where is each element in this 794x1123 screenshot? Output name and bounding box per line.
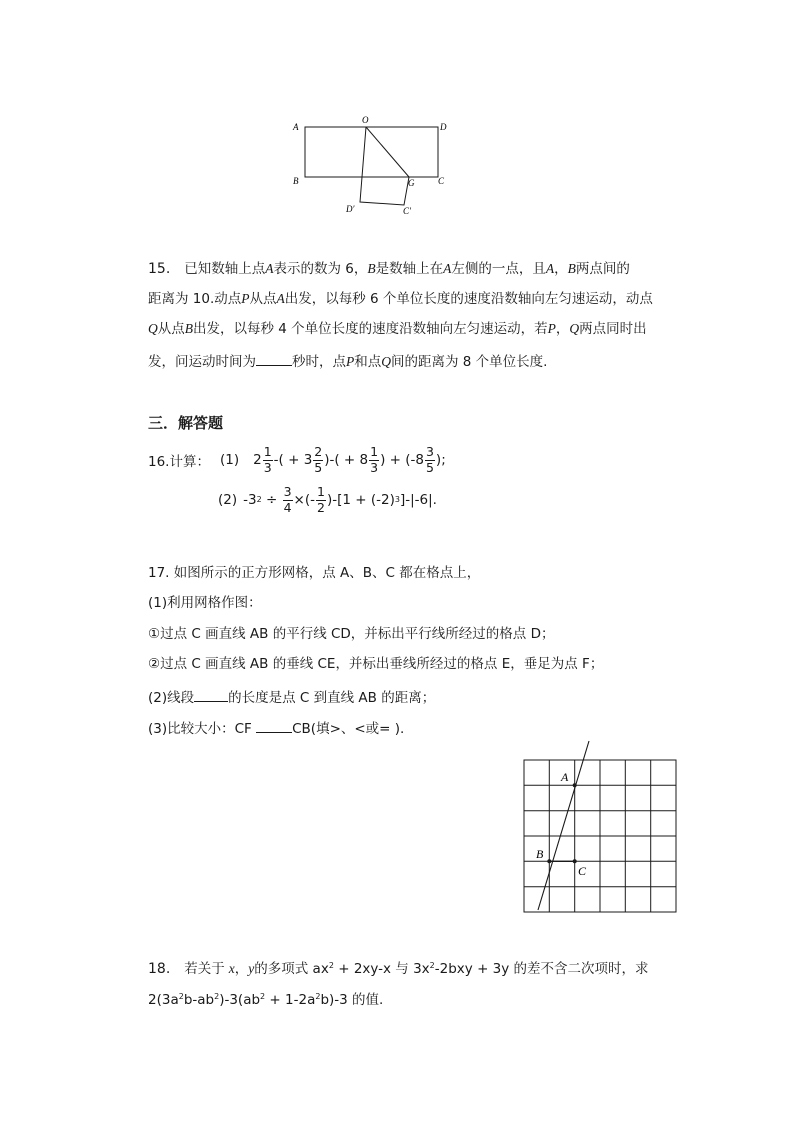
numerator: 1 — [263, 444, 272, 459]
answer-blank[interactable] — [194, 689, 228, 702]
text: 2(3a — [148, 992, 179, 1008]
answer-blank[interactable] — [256, 720, 292, 733]
folded-quadrilateral — [360, 127, 409, 205]
q18-line-1 — [148, 957, 649, 977]
text: 表示的数为 6， — [273, 261, 368, 277]
label-d-prime: D′ — [346, 204, 355, 214]
var-b: B — [567, 261, 576, 276]
label-c: C — [438, 176, 445, 186]
text: + 1-2a — [265, 992, 316, 1008]
text: 的长度是点 C 到直线 AB 的距离； — [228, 690, 436, 706]
var-a: A — [545, 261, 555, 276]
part-label: (2) — [218, 492, 238, 508]
text: 若关于 — [184, 961, 225, 977]
denominator: 3 — [370, 459, 379, 475]
text: 出发，以每秒 4 个单位长度的速度沿数轴向左匀速运动，若 — [193, 321, 548, 337]
label-d: D — [440, 122, 447, 132]
var-p: P — [547, 321, 556, 336]
text: ， — [234, 961, 249, 977]
var-p: P — [346, 354, 355, 369]
q15-line-1 — [148, 257, 630, 277]
math: )-( + 8 — [324, 452, 369, 468]
denominator: 5 — [314, 459, 323, 475]
math: 2 — [253, 452, 262, 468]
var-a: A — [276, 291, 285, 306]
label-b: B — [536, 847, 544, 861]
text: 已知数轴上点 — [184, 261, 266, 277]
math: ); — [435, 452, 446, 468]
fraction — [316, 486, 326, 514]
label-o: O — [362, 115, 369, 125]
math: ) + (-8 — [380, 452, 424, 468]
text: 距离为 10.动点 — [148, 291, 242, 307]
line-ab — [538, 741, 589, 910]
text: 左侧的一点，且 — [451, 261, 546, 277]
q18-line-2 — [148, 988, 383, 1008]
text: + 2xy-x 与 3x — [333, 961, 430, 977]
text: 是数轴上在 — [375, 261, 444, 277]
rectangle-abcd — [305, 127, 438, 177]
text: ， — [555, 321, 570, 337]
question-label: 16.计算： — [148, 454, 210, 470]
text: 秒时，点 — [292, 354, 346, 370]
square-grid-figure — [515, 736, 685, 916]
math: ]-|-6|. — [399, 492, 437, 508]
text: CB(填>、<或= ). — [292, 721, 405, 737]
text: b-ab — [183, 992, 215, 1008]
text: 从点 — [157, 321, 185, 337]
text: -2bxy + 3y 的差不含二次项时，求 — [434, 961, 649, 977]
label-a: A — [561, 770, 569, 784]
fraction — [369, 446, 379, 474]
math: -( + 3 — [273, 452, 313, 468]
q15-line-3 — [148, 317, 647, 337]
exponent: 2 — [328, 961, 334, 970]
q17-line-2: (1)利用网格作图： — [148, 595, 262, 611]
math: -3 — [243, 492, 257, 508]
text: (2)线段 — [148, 690, 195, 706]
numerator: 1 — [317, 484, 325, 499]
math: )-[1 + (-2) — [326, 492, 395, 508]
exponent: 2 — [178, 992, 184, 1001]
q17-line-6 — [148, 717, 404, 737]
var-a: A — [265, 261, 274, 276]
var-b: B — [367, 261, 376, 276]
var-b: B — [184, 321, 193, 336]
var-a: A — [443, 261, 452, 276]
text: 从点 — [249, 291, 277, 307]
var-p: P — [241, 291, 250, 306]
point-c — [573, 859, 577, 863]
text: 的多项式 ax — [254, 961, 329, 977]
label-c-prime: C′ — [403, 206, 411, 216]
answer-blank[interactable] — [256, 353, 292, 366]
var-x: x — [228, 961, 235, 976]
text: 发，问运动时间为 — [148, 354, 256, 370]
question-number: 18. — [148, 961, 171, 977]
text: ， — [554, 261, 568, 277]
exponent: 2 — [260, 992, 266, 1001]
fraction — [283, 486, 293, 514]
text: 间的距离为 8 个单位长度. — [391, 354, 548, 370]
label-b: B — [293, 176, 299, 186]
question-number: 15. — [148, 261, 171, 277]
q15-line-2 — [148, 287, 653, 307]
text: (3)比较大小：CF — [148, 721, 257, 737]
fraction — [313, 446, 323, 474]
label-g: G — [408, 178, 415, 188]
text: 出发，以每秒 6 个单位长度的速度沿数轴向左匀速运动，动点 — [284, 291, 653, 307]
denominator: 2 — [317, 499, 325, 515]
q17-line-1: 17. 如图所示的正方形网格，点 A、B、C 都在格点上， — [148, 565, 481, 581]
q17-line-4: ②过点 C 画直线 AB 的垂线 CE，并标出垂线所经过的格点 E，垂足为点 F； — [148, 656, 604, 672]
numerator: 2 — [314, 444, 323, 459]
point-a — [573, 783, 577, 787]
q17-line-3: ①过点 C 画直线 AB 的平行线 CD，并标出平行线所经过的格点 D； — [148, 626, 555, 642]
var-q: Q — [148, 321, 158, 336]
q17-line-5 — [148, 686, 435, 706]
text: b)-3 的值. — [320, 992, 384, 1008]
exponent: 2 — [429, 961, 435, 970]
rectangle-fold-figure — [285, 110, 455, 220]
label-a: A — [293, 122, 299, 132]
text: 两点间的 — [575, 261, 630, 277]
q16-part-2: (2) -3 2 ÷ $\frac{3}{4}$ ×(- $\frac{1}{2}$ )-[1 + (-2) 3 ]-|-6|. — [218, 484, 437, 515]
text: 和点 — [354, 354, 382, 370]
exponent: 2 — [214, 992, 220, 1001]
denominator: 4 — [283, 499, 292, 515]
var-y: y — [248, 961, 255, 976]
text: )-3(ab — [219, 992, 261, 1008]
fraction — [425, 446, 435, 474]
numerator: 3 — [425, 444, 434, 459]
fold-line-og — [366, 127, 409, 177]
section-heading: 三．解答题 — [148, 414, 224, 432]
var-q: Q — [381, 354, 391, 369]
part-label: (1) — [219, 452, 240, 468]
exponent: 2 — [315, 992, 321, 1001]
denominator: 3 — [263, 459, 272, 475]
q15-line-4 — [148, 350, 547, 370]
fraction — [263, 446, 273, 474]
point-b — [547, 859, 551, 863]
numerator: 3 — [283, 484, 292, 499]
q16-part-1 — [148, 444, 446, 475]
numerator: 1 — [370, 444, 379, 459]
label-c: C — [578, 864, 587, 878]
math: ×(- — [293, 492, 315, 508]
text: 两点同时出 — [579, 321, 647, 337]
math: ÷ — [261, 492, 282, 508]
var-q: Q — [569, 321, 580, 336]
denominator: 5 — [425, 459, 434, 475]
